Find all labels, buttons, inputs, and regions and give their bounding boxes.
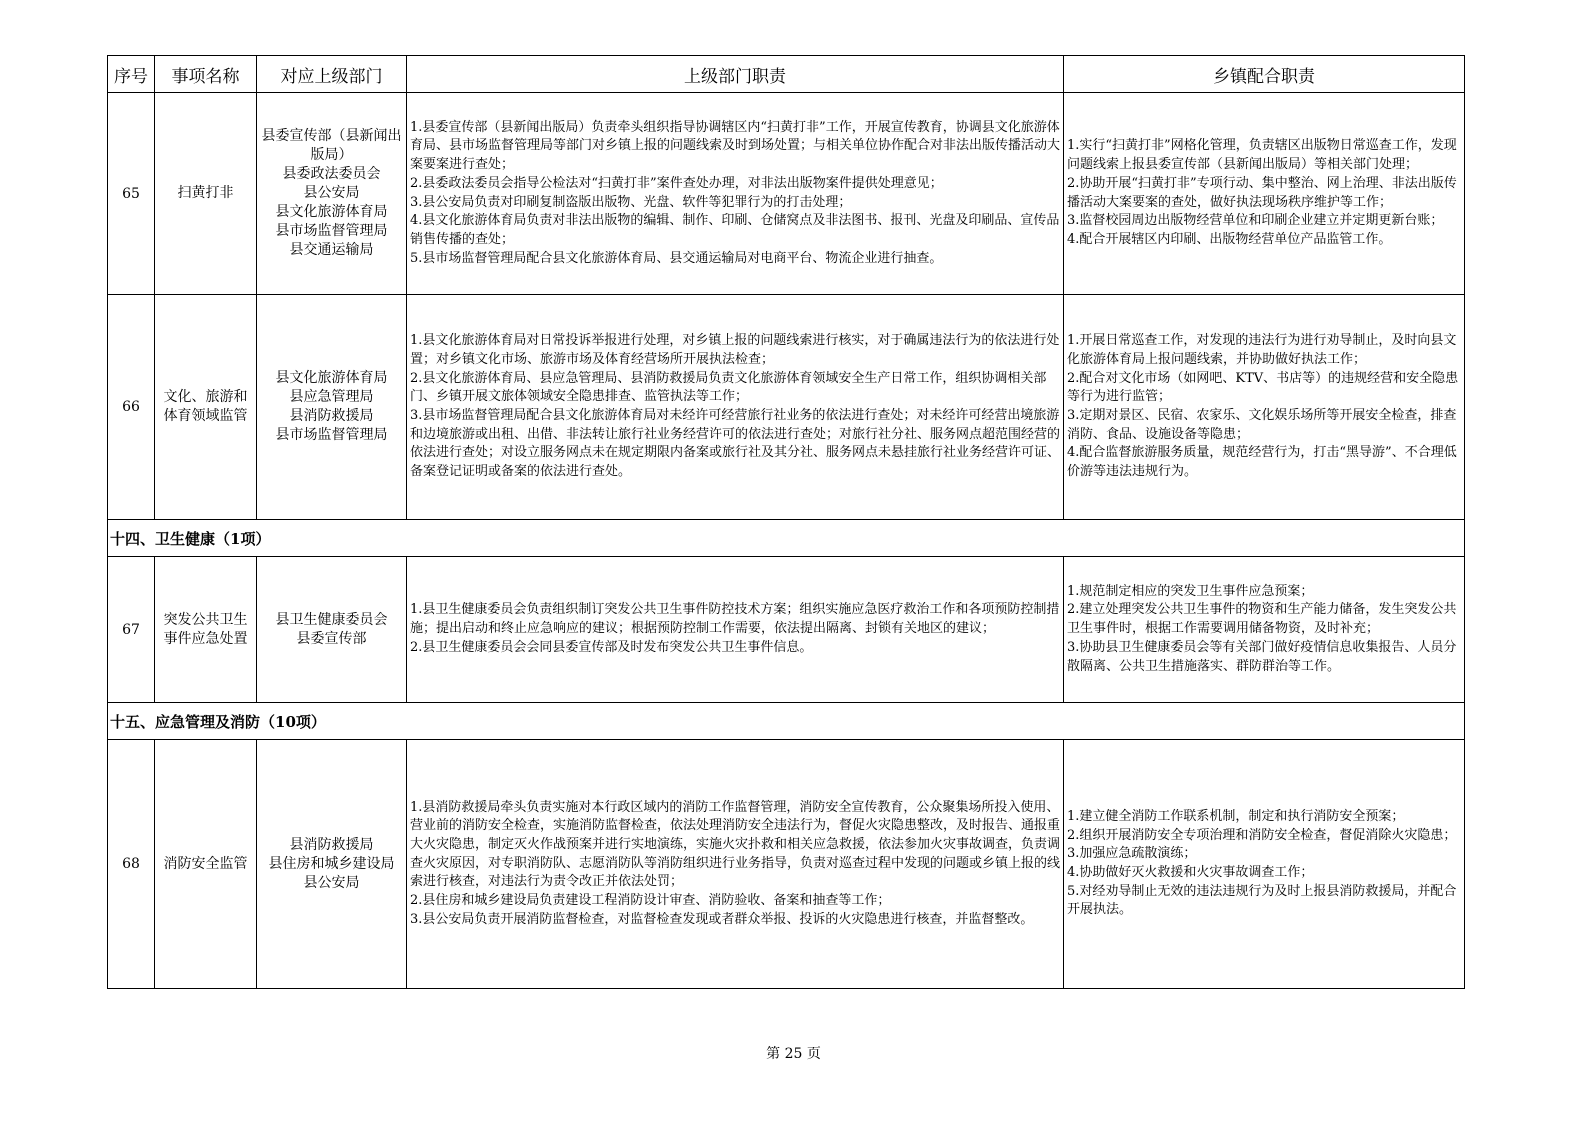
row-upper-duty [407,557,1064,703]
row-upper-duty [407,295,1064,520]
table-row [108,740,1465,989]
town-duty-item: 4.配合开展辖区内印刷、出版物经营单位产品监管工作。 [1067,231,1392,247]
row-seq: 67 [108,557,155,703]
dept-line: 县卫生健康委员会 [275,611,388,628]
duty-item: 3.县市场监督管理局配合县文化旅游体育局对未经许可经营旅行社业务的依法进行查处；对未经许可经营出境旅游和边境旅游或出租、出借、非法转让旅行社业务经营许可的依法进行查处；对旅行社分社、服务网点超范围经营的依法进行查处；对设立服务网点未在规定期限内备案或旅行社及其分社、服务网点未悬挂旅行社业务经营许可证、备案登记证明或备案的依法进行查处。 [410,408,1061,480]
duty-item: 5.县市场监督管理局配合县文化旅游体育局、县交通运输局对电商平台、物流企业进行抽查。 [410,250,943,266]
dept-line: 县交通运输局 [289,242,374,258]
row-town-duty [1064,557,1465,703]
dept-line: 县文化旅游体育局 [275,204,388,220]
town-duty-item: 1.建立健全消防工作联系机制，制定和执行消防安全预案； [1067,808,1405,824]
duty-item: 2.县文化旅游体育局、县应急管理局、县消防救援局负责文化旅游体育领域安全生产日常工作，组织协调相关部门、乡镇开展文旅体领域安全隐患排查、监管执法等工作； [410,370,1047,405]
town-duty-item: 1.实行“扫黄打非”网格化管理，负责辖区出版物日常巡查工作，发现问题线索上报县委宣传部（县新闻出版局）等相关部门处理； [1067,138,1457,173]
town-duty-item: 5.对经劝导制止无效的违法违规行为及时上报县消防救援局，并配合开展执法。 [1067,883,1457,918]
row-upper-dept [257,740,407,989]
dept-line: 县市场监督管理局 [275,427,388,443]
header-item-name: 事项名称 [155,56,257,93]
dept-line: 县委政法委员会 [282,166,381,182]
town-duty-item: 2.协助开展“扫黄打非”专项行动、集中整治、网上治理、非法出版传播活动大案要案的查处，做好执法现场秩序维护等工作； [1067,175,1457,210]
section-title-health: 十四、卫生健康（1项） [108,520,1465,557]
town-duty-item: 2.建立处理突发公共卫生事件的物资和生产能力储备，发生突发公共卫生事件时，根据工作需要调用储备物资，及时补充； [1067,602,1457,637]
section-title-emergency: 十五、应急管理及消防（10项） [108,703,1465,740]
duty-item: 2.县卫生健康委员会会同县委宣传部及时发布突发公共卫生事件信息。 [410,639,813,655]
row-upper-duty [407,740,1064,989]
row-item-name [155,557,257,703]
row-upper-dept [257,295,407,520]
town-duty-item: 1.规范制定相应的突发卫生事件应急预案； [1067,583,1314,599]
dept-line: 县委宣传部（县新闻出版局） [261,128,402,163]
item-name-line: 体育领域监管 [163,408,248,424]
item-name-line: 突发公共卫生 [163,611,248,628]
item-name-line: 消防安全监管 [163,855,248,872]
town-duty-item: 1.开展日常巡查工作，对发现的违法行为进行劝导制止，及时向县文化旅游体育局上报问题线索，并协助做好执法工作； [1067,333,1457,367]
duty-item: 2.县委政法委员会指导公检法对“扫黄打非”案件查处办理，对非法出版物案件提供处理意见； [410,175,943,191]
duty-item: 2.县住房和城乡建设局负责建设工程消防设计审查、消防验收、备案和抽查等工作； [410,893,891,909]
dept-line: 县消防救援局 [289,836,374,853]
duty-table [107,55,1465,989]
duty-item: 1.县卫生健康委员会负责组织制订突发公共卫生事件防控技术方案；组织实施应急医疗救治工作和各项预防控制措施；提出启动和终止应急响应的建议；根据预防控制工作需要，依法提出隔离、封锁有关地区的建议； [410,602,1060,637]
town-duty-item: 3.协助县卫生健康委员会等有关部门做好疫情信息收集报告、人员分散隔离、公共卫生措施落实、群防群治等工作。 [1067,639,1457,674]
town-duty-item: 4.配合监督旅游服务质量，规范经营行为，打击“黑导游”、不合理低价游等违法违规行为。 [1067,445,1457,480]
duty-item: 3.县公安局负责开展消防监督检查，对监督检查发现或者群众举报、投诉的火灾隐患进行核查，并监督整改。 [410,911,1034,927]
dept-line: 县市场监督管理局 [275,223,388,239]
section-row [108,520,1465,557]
duty-item: 4.县文化旅游体育局负责对非法出版物的编辑、制作、印刷、仓储窝点及非法图书、报刊、光盘及印刷品、宣传品销售传播的查处； [410,213,1060,247]
section-row [108,703,1465,740]
row-town-duty [1064,93,1465,295]
row-item-name [155,740,257,989]
item-name-line: 扫黄打非 [177,185,234,201]
dept-line: 县公安局 [303,185,360,201]
item-name-line: 文化、旅游和 [163,389,248,405]
dept-line: 县应急管理局 [289,389,374,405]
row-item-name [155,295,257,520]
row-town-duty [1064,740,1465,989]
row-seq: 68 [108,740,155,989]
town-duty-item: 4.协助做好灭火救援和火灾事故调查工作； [1067,865,1314,880]
row-upper-dept [257,93,407,295]
table-row [108,557,1465,703]
item-name-line: 事件应急处置 [163,630,248,647]
town-duty-item: 2.配合对文化市场（如网吧、KTV、书店等）的违规经营和安全隐患等行为进行监管； [1067,370,1459,405]
page-number: 第 25 页 [766,1046,821,1062]
header-upper-duty: 上级部门职责 [407,56,1064,93]
town-duty-item: 3.定期对景区、民宿、农家乐、文化娱乐场所等开展安全检查，排查消防、食品、设施设备等隐患； [1067,408,1457,442]
duty-item: 1.县文化旅游体育局对日常投诉举报进行处理，对乡镇上报的问题线索进行核实，对于确属违法行为的依法进行处置；对乡镇文化市场、旅游市场及体育经营场所开展执法检查； [410,333,1060,367]
dept-line: 县文化旅游体育局 [275,370,388,386]
duty-item: 3.县公安局负责对印刷复制盗版出版物、光盘、软件等犯罪行为的打击处理； [410,194,852,210]
table-row [108,93,1465,295]
row-town-duty [1064,295,1465,520]
row-upper-duty [407,93,1064,295]
header-upper-dept: 对应上级部门 [257,56,407,93]
row-seq: 65 [108,93,155,295]
row-seq: 66 [108,295,155,520]
table-row [108,295,1465,520]
dept-line: 县公安局 [303,874,360,891]
duty-item: 1.县委宣传部（县新闻出版局）负责牵头组织指导协调辖区内“扫黄打非”工作，开展宣传教育，协调县文化旅游体育局、县市场监督管理局等部门对乡镇上报的问题线索及时到场处置；与相关单位协作配合对非法出版传播活动大案要案进行查处； [410,119,1061,173]
town-duty-item: 3.加强应急疏散演练； [1067,846,1197,862]
dept-line: 县住房和城乡建设局 [268,855,395,872]
header-town-duty: 乡镇配合职责 [1064,56,1465,93]
town-duty-item: 2.组织开展消防安全专项治理和消防安全检查，督促消除火灾隐患； [1067,827,1457,843]
dept-line: 县消防救援局 [289,408,374,424]
duty-item: 1.县消防救援局牵头负责实施对本行政区域内的消防工作监督管理，消防安全宣传教育，公众聚集场所投入使用、营业前的消防安全检查，实施消防监督检查，依法处理消防安全违法行为，督促火灾隐患整改，及时报告、通报重大火灾隐患，制定灭火作战预案并进行实地演练，实施火灾扑救和相关应急救援，依法参加火灾事故调查，负责调查火灾原因，对专职消防队、志愿消防队等消防组织进行业务指导，负责对巡查过程中发现的问题或乡镇上报的线索进行核查，对违法行为责令改正并依法处罚； [410,799,1061,890]
dept-line: 县委宣传部 [296,630,367,647]
header-row [108,56,1465,93]
row-upper-dept [257,557,407,703]
town-duty-item: 3.监督校园周边出版物经营单位和印刷企业建立并定期更新台账； [1067,213,1444,229]
header-seq: 序号 [108,56,155,93]
row-item-name [155,93,257,295]
